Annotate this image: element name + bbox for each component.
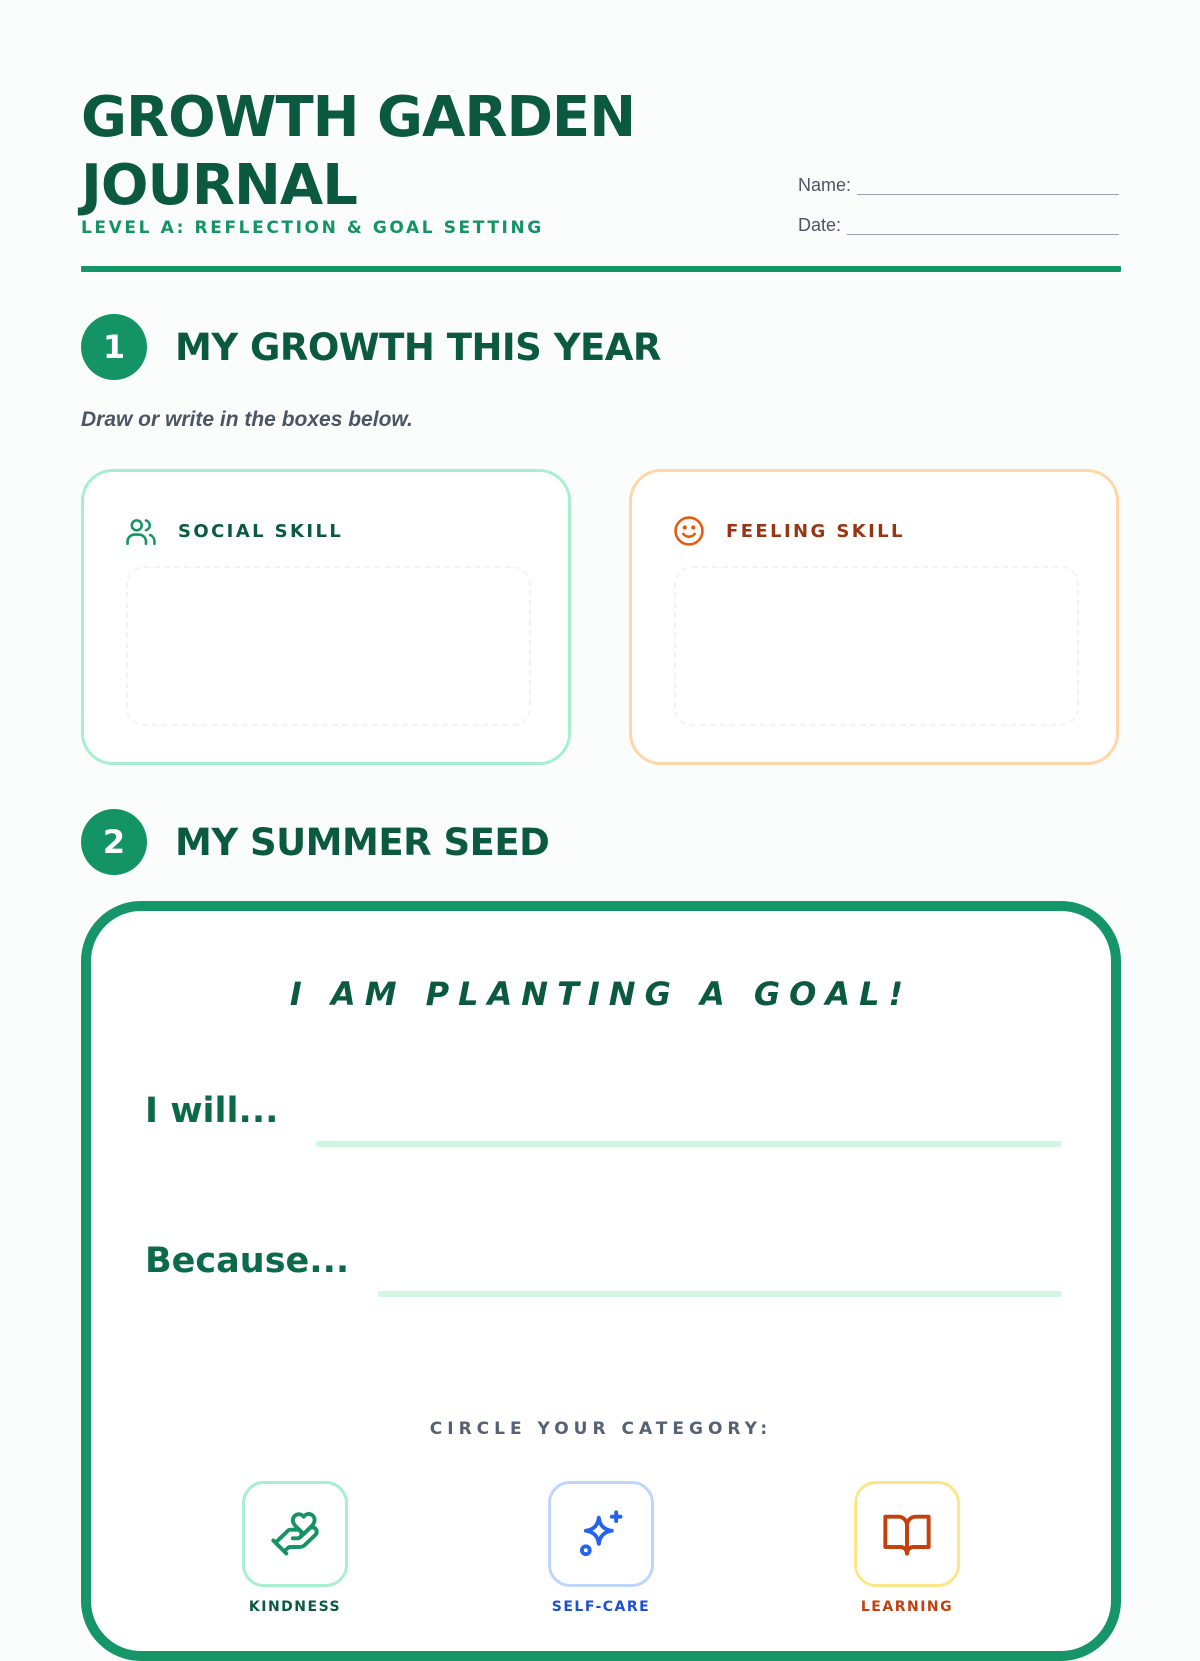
name-field[interactable]: [798, 175, 1119, 196]
date-line: [847, 234, 1119, 235]
sparkle-icon: [575, 1508, 627, 1560]
section-2-title: MY SUMMER SEED: [175, 820, 550, 864]
book-open-icon: [881, 1508, 933, 1560]
page-subtitle: LEVEL A: REFLECTION & GOAL SETTING: [81, 218, 544, 238]
kindness-label: KINDNESS: [248, 1599, 342, 1615]
social-skill-title: SOCIAL SKILL: [178, 520, 344, 542]
learning-tile[interactable]: [854, 1481, 960, 1587]
feeling-skill-header: [672, 514, 905, 548]
section-1-instruction: Draw or write in the boxes below.: [81, 408, 413, 431]
page-title: [81, 84, 721, 220]
name-label: Name:: [798, 175, 852, 195]
hand-heart-icon: [269, 1508, 321, 1560]
kindness-tile[interactable]: [242, 1481, 348, 1587]
smile-icon: [672, 514, 706, 548]
i-will-prompt: I will...: [145, 1091, 279, 1131]
title-line-2: JOURNAL: [81, 153, 357, 218]
i-will-write-line[interactable]: [316, 1141, 1061, 1147]
feeling-skill-draw-area[interactable]: [674, 566, 1079, 726]
self-care-label: SELF-CARE: [551, 1599, 651, 1615]
section-2-number: 2: [81, 809, 147, 875]
social-skill-header: [124, 514, 343, 548]
category-kindness[interactable]: [242, 1481, 348, 1615]
section-1-title: MY GROWTH THIS YEAR: [175, 325, 661, 369]
title-line-1: GROWTH GARDEN: [81, 85, 636, 150]
social-skill-draw-area[interactable]: [126, 566, 531, 726]
social-skill-card: [81, 469, 571, 765]
summer-seed-panel: [81, 901, 1121, 1661]
feeling-skill-title: FEELING SKILL: [726, 520, 905, 542]
users-icon: [124, 514, 158, 548]
date-label: Date:: [798, 215, 842, 235]
category-learning[interactable]: [854, 1481, 960, 1615]
section-1-number: 1: [81, 314, 147, 380]
self-care-tile[interactable]: [548, 1481, 654, 1587]
because-write-line[interactable]: [378, 1291, 1061, 1297]
category-self-care[interactable]: [548, 1481, 654, 1615]
name-line: [857, 194, 1119, 195]
header-divider: [81, 266, 1121, 272]
circle-category-label: CIRCLE YOUR CATEGORY:: [429, 1419, 773, 1439]
date-field[interactable]: [798, 215, 1119, 236]
section-2-header: [81, 809, 549, 875]
goal-heading: I AM PLANTING A GOAL!: [289, 975, 913, 1013]
learning-label: LEARNING: [860, 1599, 954, 1615]
section-1-header: [81, 314, 661, 380]
because-prompt: Because...: [145, 1241, 350, 1281]
feeling-skill-card: [629, 469, 1119, 765]
